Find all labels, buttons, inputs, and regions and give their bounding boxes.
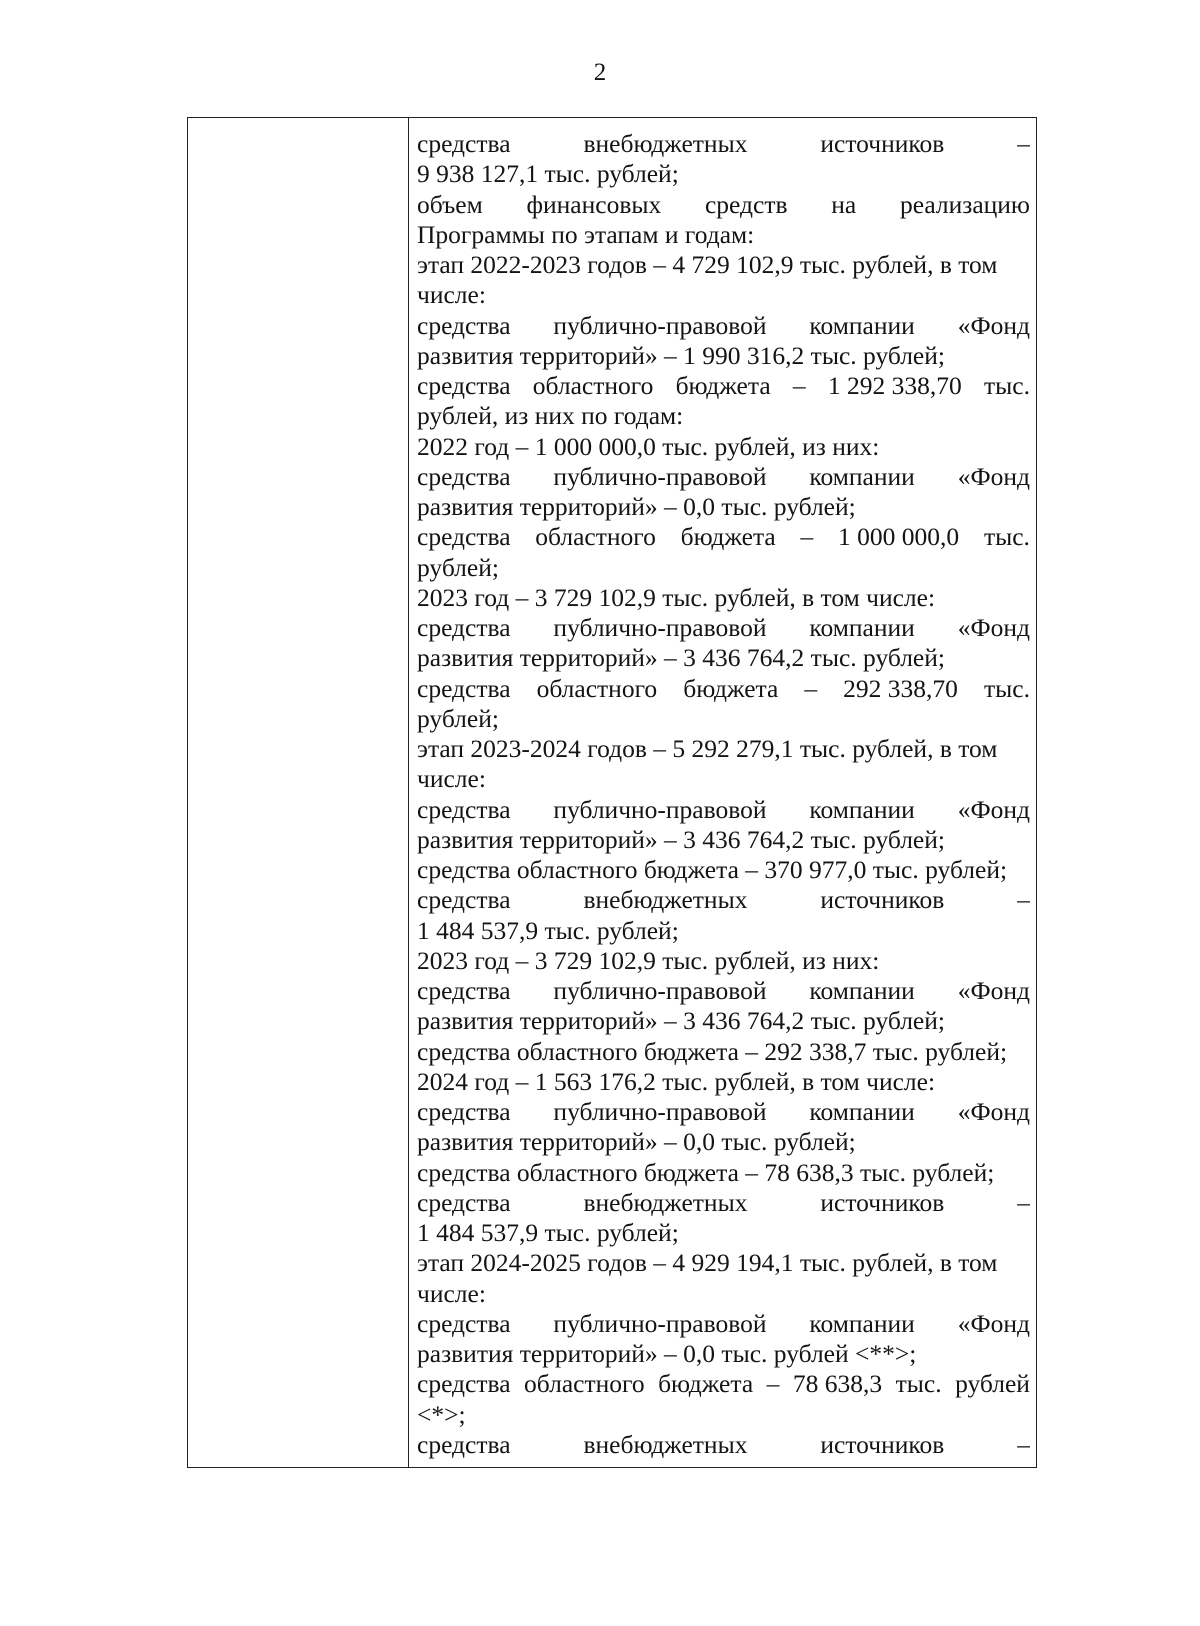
text-word: бюджета [680,522,776,552]
text-line [417,462,1030,492]
text-line [417,371,1030,401]
text-line: этап 2024-2025 годов – 4 929 194,1 тыс. рублей, в том [417,1248,998,1278]
document-table [187,117,1037,1468]
text-word: средства [417,976,511,1005]
text-word: внебюджетных [583,1429,748,1459]
text-word: средства [417,1187,511,1217]
text-word: рублей [955,1369,1030,1399]
text-word: – [804,673,818,703]
table-right-column [417,129,1030,1460]
text-word: объем [417,189,483,219]
text-line [417,1309,1030,1339]
text-line: 2023 год – 3 729 102,9 тыс. рублей, в том числе: [417,582,936,612]
text-word: средства [417,1308,511,1338]
text-line: рублей; [417,552,499,582]
text-word: 292 338,70 [843,673,958,703]
text-word: областного [535,522,656,552]
text-word: реализацию [899,189,1030,219]
text-word: источников [820,1187,945,1217]
text-line [417,613,1030,643]
text-word: публично-правовой [553,976,767,1005]
text-word: компании [809,461,915,491]
text-word: компании [809,976,915,1005]
text-line [417,795,1030,825]
text-word: областного [536,673,658,703]
text-line [417,1188,1030,1218]
text-word: компании [809,613,915,642]
text-line: Программы по этапам и годам: [417,219,755,249]
text-line [417,1430,1030,1460]
text-word: тыс. [895,1369,942,1399]
text-word: публично-правовой [553,1097,767,1126]
text-word: публично-правовой [553,310,767,340]
text-word: «Фонд [957,1097,1030,1126]
text-word: компании [809,1097,915,1126]
text-word: «Фонд [957,461,1030,491]
text-word: внебюджетных [583,885,748,915]
text-line [417,129,1030,159]
text-line [417,976,1030,1006]
text-word: публично-правовой [553,613,767,642]
text-word: финансовых [526,189,662,219]
text-line: 9 938 127,1 тыс. рублей; [417,159,679,189]
text-word: источников [820,129,945,158]
text-word: тыс. [983,371,1030,400]
text-line: развития территорий» – 3 436 764,2 тыс. рублей; [417,1006,945,1036]
text-word: – [1017,129,1030,158]
text-word: на [831,189,857,219]
text-word: – [1017,1429,1030,1459]
text-line: 2023 год – 3 729 102,9 тыс. рублей, из них: [417,945,880,975]
text-word: средства [417,1369,511,1399]
text-word: компании [809,310,915,340]
text-line [417,885,1030,915]
text-line: этап 2022-2023 годов – 4 729 102,9 тыс. рублей, в том [417,250,998,279]
text-word: бюджета [683,673,779,703]
text-word: средств [704,189,788,219]
text-line: рублей; [417,703,499,733]
text-word: средства [417,1097,511,1126]
text-word: «Фонд [957,613,1030,642]
text-word: областного [532,371,654,400]
text-word: тыс. [983,522,1030,552]
text-word: – [766,1369,780,1399]
text-word: 78 638,3 [792,1369,883,1399]
text-line: 1 484 537,9 тыс. рублей; [417,915,679,945]
text-word: источников [820,885,945,915]
text-word: средства [417,461,511,491]
text-line: числе: [417,1278,486,1308]
text-line: этап 2023-2024 годов – 5 292 279,1 тыс. рублей, в том [417,734,998,763]
text-word: средства [417,371,511,400]
text-word: внебюджетных [583,129,748,158]
text-line [417,311,1030,341]
table-left-column [188,118,409,1467]
text-word: – [800,522,814,552]
text-line [417,522,1030,552]
text-line: <*>; [417,1399,466,1429]
text-word: компании [809,794,915,824]
text-word: «Фонд [957,310,1030,340]
text-word: 1 292 338,70 [827,371,962,400]
text-word: средства [417,129,511,158]
text-line: развития территорий» – 3 436 764,2 тыс. рублей; [417,824,945,854]
text-line [417,674,1030,704]
text-word: внебюджетных [583,1187,748,1217]
text-word: средства [417,613,511,642]
text-word: бюджета [658,1369,754,1399]
text-line: развития территорий» – 3 436 764,2 тыс. рублей; [417,643,945,673]
text-line [417,1369,1030,1399]
text-line: развития территорий» – 1 990 316,2 тыс. рублей; [417,340,945,370]
text-line [417,1097,1030,1127]
text-line: 2022 год – 1 000 000,0 тыс. рублей, из них: [417,431,880,461]
text-word: публично-правовой [553,794,767,824]
text-word: средства [417,310,511,340]
text-word: «Фонд [957,1308,1030,1338]
text-word: средства [417,794,511,824]
text-word: бюджета [675,371,771,400]
text-line: средства областного бюджета – 370 977,0 тыс. рублей; [417,855,1008,884]
text-line [417,190,1030,220]
text-word: средства [417,673,511,703]
text-word: средства [417,522,511,552]
text-line: средства областного бюджета – 292 338,7 тыс. рублей; [417,1036,1008,1066]
text-word: средства [417,885,511,915]
text-line: 2024 год – 1 563 176,2 тыс. рублей, в том числе: [417,1066,936,1096]
text-word: областного [524,1369,645,1399]
text-word: – [1017,1187,1030,1217]
text-line: числе: [417,764,486,794]
text-line: 1 484 537,9 тыс. рублей; [417,1218,679,1247]
text-word: тыс. [983,673,1030,703]
text-word: – [792,371,806,400]
text-word: «Фонд [957,794,1030,824]
text-line: развития территорий» – 0,0 тыс. рублей; [417,1127,856,1157]
text-word: – [1017,885,1030,915]
text-line: развития территорий» – 0,0 тыс. рублей <**>; [417,1339,917,1368]
page-number: 2 [593,59,607,86]
text-line: средства областного бюджета – 78 638,3 тыс. рублей; [417,1157,995,1187]
text-word: источников [820,1429,945,1459]
text-word: «Фонд [957,976,1030,1005]
text-word: компании [809,1308,915,1338]
text-line: развития территорий» – 0,0 тыс. рублей; [417,492,856,521]
text-line: рублей, из них по годам: [417,401,684,431]
text-word: публично-правовой [553,461,767,491]
text-word: публично-правовой [553,1308,767,1338]
text-word: 1 000 000,0 [838,522,960,552]
text-word: средства [417,1429,511,1459]
text-line: числе: [417,280,486,310]
